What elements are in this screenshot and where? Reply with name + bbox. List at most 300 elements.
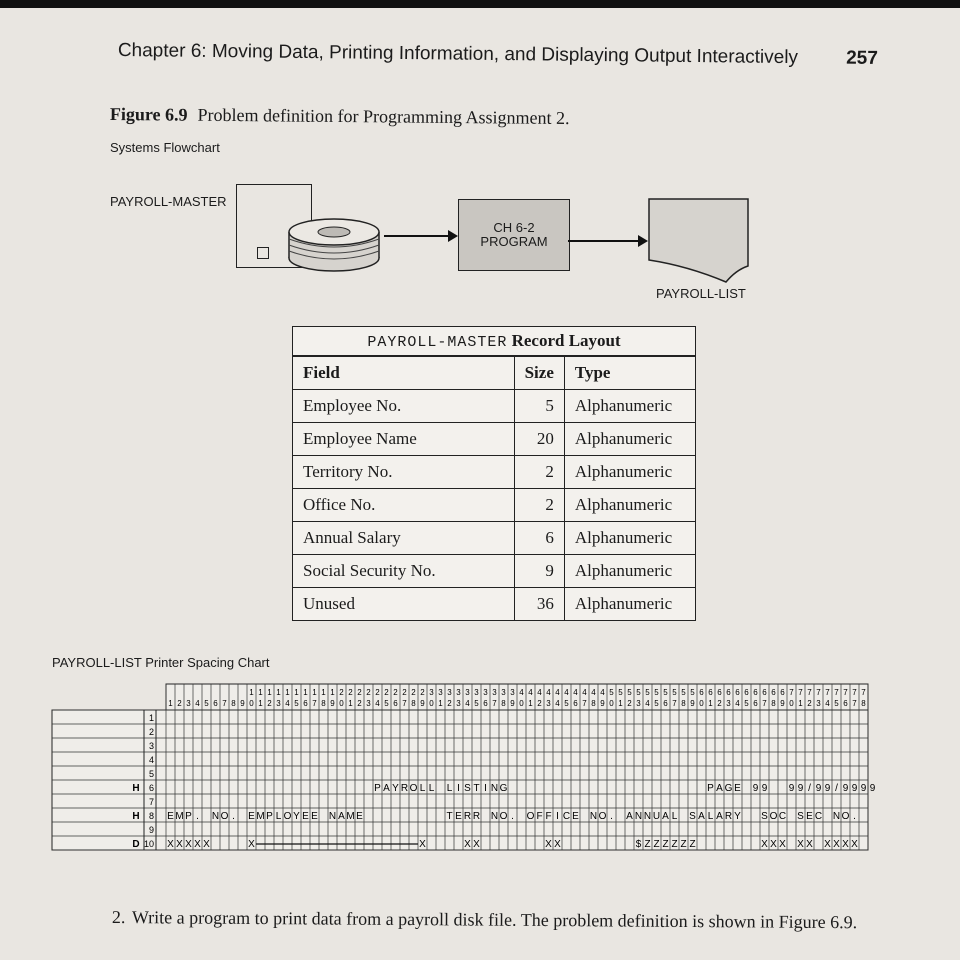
column-tens-digit: 4 <box>546 688 551 697</box>
column-ones-digit: 2 <box>267 699 272 708</box>
column-ones-digit: 4 <box>735 699 740 708</box>
column-ones-digit: 9 <box>690 699 695 708</box>
chart-char: I <box>484 783 487 794</box>
column-tens-digit: 5 <box>636 688 641 697</box>
chart-char: X <box>464 839 471 850</box>
column-ones-digit: 3 <box>366 699 371 708</box>
line-number: 3 <box>148 741 154 751</box>
chart-char: O <box>499 811 508 822</box>
column-tens-digit: 4 <box>519 688 524 697</box>
chart-char: P <box>266 811 273 822</box>
column-tens-digit: 3 <box>456 688 461 697</box>
column-ones-digit: 7 <box>672 699 677 708</box>
chart-char: X <box>770 839 777 850</box>
chart-char: Z <box>680 839 687 850</box>
column-tens-digit: 5 <box>618 688 623 697</box>
column-ones-digit: 4 <box>825 699 830 708</box>
column-tens-digit: 1 <box>294 688 299 697</box>
column-ones-digit: 9 <box>420 699 425 708</box>
arrow-to-report <box>568 240 646 242</box>
column-ones-digit: 1 <box>258 699 263 708</box>
column-tens-digit: 7 <box>852 688 857 697</box>
column-tens-digit: 7 <box>816 688 821 697</box>
chart-char: O <box>283 811 292 822</box>
chart-char: 9 <box>752 783 759 794</box>
column-tens-digit: 1 <box>258 688 263 697</box>
chart-char: E <box>302 811 309 822</box>
column-tens-digit: 7 <box>825 688 830 697</box>
chart-char: X <box>185 839 192 850</box>
column-tens-digit: 6 <box>780 688 785 697</box>
chart-char: N <box>643 811 652 822</box>
column-ones-digit: 3 <box>456 699 461 708</box>
record-name: PAYROLL-MASTER <box>367 334 508 351</box>
column-tens-digit: 6 <box>699 688 704 697</box>
table-row <box>293 390 695 423</box>
chart-char: L <box>428 783 435 794</box>
column-ones-digit: 1 <box>528 699 533 708</box>
field-name: Employee Name <box>293 423 514 456</box>
column-ones-digit: 2 <box>537 699 542 708</box>
chart-char: A <box>716 811 723 822</box>
chart-char: 9 <box>860 783 867 794</box>
column-ones-digit: 7 <box>492 699 497 708</box>
record-layout-word: Record Layout <box>511 331 621 350</box>
column-ones-digit: 9 <box>240 699 245 708</box>
chart-char: S <box>761 811 768 822</box>
chart-char: X <box>554 839 561 850</box>
field-type: Alphanumeric <box>564 522 695 555</box>
chart-char: Y <box>293 811 300 822</box>
column-tens-digit: 3 <box>483 688 488 697</box>
column-ones-digit: 5 <box>744 699 749 708</box>
column-tens-digit: 6 <box>708 688 713 697</box>
column-ones-digit: 9 <box>330 699 335 708</box>
chart-char: . <box>196 811 199 822</box>
column-ones-digit: 8 <box>321 699 326 708</box>
process-line-2: PROGRAM <box>480 234 548 249</box>
chart-char: S <box>797 811 804 822</box>
chart-char: E <box>167 811 174 822</box>
column-tens-digit: 5 <box>609 688 614 697</box>
column-ones-digit: 0 <box>429 699 434 708</box>
column-tens-digit: 4 <box>537 688 542 697</box>
column-tens-digit: 6 <box>726 688 731 697</box>
chart-char: A <box>716 783 723 794</box>
chart-char: P <box>374 783 381 794</box>
column-ones-digit: 3 <box>546 699 551 708</box>
line-number: 4 <box>148 755 154 765</box>
chart-char: O <box>598 811 607 822</box>
field-type: Alphanumeric <box>564 456 695 489</box>
chart-char: E <box>248 811 255 822</box>
column-ones-digit: 8 <box>591 699 596 708</box>
column-ones-digit: 4 <box>465 699 470 708</box>
column-ones-digit: 6 <box>393 699 398 708</box>
table-header-row <box>293 357 695 390</box>
line-type-code: H <box>132 783 140 794</box>
column-ones-digit: 6 <box>303 699 308 708</box>
chart-char: N <box>490 783 499 794</box>
figure-label: Figure 6.9 <box>109 104 188 125</box>
chart-char: F <box>545 811 552 822</box>
column-ones-digit: 0 <box>609 699 614 708</box>
table-row <box>293 522 695 555</box>
chart-char: E <box>806 811 813 822</box>
column-ones-digit: 7 <box>852 699 857 708</box>
column-ones-digit: 8 <box>501 699 506 708</box>
chart-char: Z <box>644 839 651 850</box>
chart-char: L <box>707 811 714 822</box>
column-ones-digit: 5 <box>564 699 569 708</box>
column-tens-digit: 3 <box>501 688 506 697</box>
column-tens-digit: 2 <box>357 688 362 697</box>
chart-char: / <box>835 783 838 794</box>
record-layout-table <box>292 326 696 621</box>
column-ones-digit: 3 <box>816 699 821 708</box>
column-ones-digit: 8 <box>411 699 416 708</box>
column-ones-digit: 2 <box>357 699 362 708</box>
line-number: 7 <box>148 797 154 807</box>
chart-char: N <box>211 811 220 822</box>
running-header <box>118 40 878 70</box>
chart-char: E <box>455 811 462 822</box>
column-tens-digit: 1 <box>303 688 308 697</box>
chart-char: A <box>662 811 669 822</box>
chart-char: / <box>808 783 811 794</box>
column-tens-digit: 1 <box>330 688 335 697</box>
chart-char: $ <box>635 839 642 850</box>
header-size: Size <box>514 357 564 390</box>
chart-char: X <box>167 839 174 850</box>
chart-char: Y <box>392 783 399 794</box>
chapter-title: Chapter 6: Moving Data, Printing Information, and Displaying Output Interactively <box>117 40 799 69</box>
column-tens-digit: 6 <box>753 688 758 697</box>
page-top-edge <box>0 0 960 8</box>
chart-char: X <box>779 839 786 850</box>
question-text: Write a program to print data from a payroll disk file. The problem definition is shown in Figure 6.9. <box>131 907 858 933</box>
column-ones-digit: 1 <box>168 699 173 708</box>
chart-char: 9 <box>797 783 804 794</box>
chart-char: 9 <box>869 783 876 794</box>
field-size: 9 <box>514 555 564 588</box>
header-type: Type <box>564 357 695 390</box>
chart-char: . <box>232 811 235 822</box>
line-number: 9 <box>148 825 154 835</box>
column-ones-digit: 2 <box>627 699 632 708</box>
field-size: 36 <box>514 588 564 621</box>
column-ones-digit: 0 <box>519 699 524 708</box>
chart-char: . <box>610 811 613 822</box>
column-tens-digit: 7 <box>798 688 803 697</box>
field-name: Territory No. <box>293 456 514 489</box>
column-tens-digit: 6 <box>762 688 767 697</box>
column-tens-digit: 3 <box>474 688 479 697</box>
column-tens-digit: 4 <box>573 688 578 697</box>
column-ones-digit: 9 <box>600 699 605 708</box>
column-ones-digit: 2 <box>807 699 812 708</box>
column-tens-digit: 7 <box>834 688 839 697</box>
column-tens-digit: 2 <box>375 688 380 697</box>
column-tens-digit: 2 <box>402 688 407 697</box>
chart-char: A <box>338 811 345 822</box>
arrow-to-program <box>384 235 456 237</box>
column-tens-digit: 1 <box>312 688 317 697</box>
chart-char: 9 <box>842 783 849 794</box>
line-number: 8 <box>148 811 154 821</box>
chart-char: F <box>536 811 543 822</box>
column-ones-digit: 5 <box>474 699 479 708</box>
field-size: 5 <box>514 390 564 423</box>
column-tens-digit: 1 <box>267 688 272 697</box>
field-type: Alphanumeric <box>564 555 695 588</box>
chart-char: L <box>419 783 426 794</box>
column-tens-digit: 3 <box>492 688 497 697</box>
chart-char: X <box>761 839 768 850</box>
column-ones-digit: 1 <box>708 699 713 708</box>
chart-char: X <box>194 839 201 850</box>
chart-char: M <box>256 811 265 822</box>
column-ones-digit: 0 <box>249 699 254 708</box>
column-tens-digit: 1 <box>321 688 326 697</box>
column-tens-digit: 5 <box>654 688 659 697</box>
line-number: 5 <box>148 769 154 779</box>
field-name: Unused <box>293 588 514 621</box>
column-tens-digit: 6 <box>735 688 740 697</box>
column-ones-digit: 0 <box>699 699 704 708</box>
column-tens-digit: 7 <box>807 688 812 697</box>
chart-char: Y <box>734 811 741 822</box>
field-type: Alphanumeric <box>564 390 695 423</box>
chart-char: X <box>851 839 858 850</box>
chart-char: T <box>446 811 453 822</box>
chart-char: X <box>842 839 849 850</box>
column-tens-digit: 6 <box>744 688 749 697</box>
column-ones-digit: 5 <box>294 699 299 708</box>
chart-char: X <box>203 839 210 850</box>
page-number: 257 <box>846 47 878 69</box>
column-ones-digit: 5 <box>654 699 659 708</box>
chart-char: S <box>464 783 471 794</box>
chart-char: 9 <box>788 783 795 794</box>
figure-caption-text: Problem definition for Programming Assignment 2. <box>197 104 570 129</box>
column-ones-digit: 7 <box>312 699 317 708</box>
column-ones-digit: 3 <box>186 699 191 708</box>
chart-char: C <box>814 811 823 822</box>
chart-char: R <box>463 811 472 822</box>
column-tens-digit: 1 <box>285 688 290 697</box>
column-ones-digit: 7 <box>762 699 767 708</box>
column-ones-digit: 8 <box>681 699 686 708</box>
chart-char: E <box>356 811 363 822</box>
chart-char: R <box>400 783 409 794</box>
column-tens-digit: 7 <box>861 688 866 697</box>
chart-char: R <box>472 811 481 822</box>
chart-char: I <box>457 783 460 794</box>
chart-char: X <box>545 839 552 850</box>
column-ones-digit: 8 <box>231 699 236 708</box>
column-tens-digit: 2 <box>384 688 389 697</box>
column-ones-digit: 6 <box>573 699 578 708</box>
assignment-question <box>112 908 882 932</box>
column-ones-digit: 6 <box>753 699 758 708</box>
chart-char: X <box>248 839 255 850</box>
chart-char: I <box>556 811 559 822</box>
column-tens-digit: 5 <box>663 688 668 697</box>
field-size: 2 <box>514 456 564 489</box>
chart-char: P <box>185 811 192 822</box>
column-ones-digit: 6 <box>843 699 848 708</box>
chart-char: X <box>473 839 480 850</box>
header-field: Field <box>293 357 514 390</box>
column-tens-digit: 5 <box>690 688 695 697</box>
record-layout-title <box>293 327 695 356</box>
column-ones-digit: 5 <box>834 699 839 708</box>
chart-char: L <box>446 783 453 794</box>
column-ones-digit: 5 <box>204 699 209 708</box>
chart-char: O <box>409 783 418 794</box>
field-type: Alphanumeric <box>564 489 695 522</box>
chart-char: O <box>841 811 850 822</box>
column-tens-digit: 5 <box>672 688 677 697</box>
chart-char: . <box>511 811 514 822</box>
chart-char: N <box>328 811 337 822</box>
chart-char: N <box>589 811 598 822</box>
column-ones-digit: 0 <box>789 699 794 708</box>
chart-char: A <box>698 811 705 822</box>
column-ones-digit: 4 <box>645 699 650 708</box>
chart-char: A <box>626 811 633 822</box>
column-tens-digit: 1 <box>249 688 254 697</box>
line-number: 2 <box>148 727 154 737</box>
column-ones-digit: 4 <box>555 699 560 708</box>
field-name: Office No. <box>293 489 514 522</box>
chart-char: Z <box>662 839 669 850</box>
column-tens-digit: 4 <box>528 688 533 697</box>
column-tens-digit: 3 <box>447 688 452 697</box>
chart-char: X <box>824 839 831 850</box>
chart-char: 9 <box>851 783 858 794</box>
chart-char: 9 <box>815 783 822 794</box>
column-ones-digit: 6 <box>213 699 218 708</box>
table-row <box>293 456 695 489</box>
column-ones-digit: 1 <box>348 699 353 708</box>
column-ones-digit: 1 <box>438 699 443 708</box>
column-tens-digit: 2 <box>348 688 353 697</box>
column-tens-digit: 4 <box>555 688 560 697</box>
field-size: 6 <box>514 522 564 555</box>
column-tens-digit: 6 <box>771 688 776 697</box>
printed-report-symbol <box>648 198 750 284</box>
input-file-label: PAYROLL-MASTER <box>110 194 227 209</box>
output-file-label: PAYROLL-LIST <box>656 286 746 301</box>
column-ones-digit: 3 <box>276 699 281 708</box>
column-ones-digit: 2 <box>717 699 722 708</box>
column-tens-digit: 4 <box>582 688 587 697</box>
line-type-code: D <box>132 839 140 850</box>
column-ones-digit: 0 <box>339 699 344 708</box>
disk-pack-icon <box>284 210 384 274</box>
program-process-box <box>458 199 570 271</box>
column-tens-digit: 7 <box>789 688 794 697</box>
column-tens-digit: 6 <box>717 688 722 697</box>
column-tens-digit: 2 <box>411 688 416 697</box>
line-number: 10 <box>143 839 154 849</box>
column-tens-digit: 7 <box>843 688 848 697</box>
column-ones-digit: 4 <box>285 699 290 708</box>
column-tens-digit: 5 <box>627 688 632 697</box>
table-row <box>293 555 695 588</box>
chart-char: X <box>176 839 183 850</box>
field-size: 20 <box>514 423 564 456</box>
spacing-chart-title: PAYROLL-LIST Printer Spacing Chart <box>52 655 270 670</box>
chart-char: N <box>634 811 643 822</box>
table-row <box>293 423 695 456</box>
column-ones-digit: 8 <box>861 699 866 708</box>
chart-char: M <box>175 811 184 822</box>
chart-char: R <box>724 811 733 822</box>
column-ones-digit: 1 <box>798 699 803 708</box>
figure-caption <box>110 104 570 129</box>
chart-char: E <box>734 783 741 794</box>
chart-char: L <box>671 811 678 822</box>
column-ones-digit: 9 <box>510 699 515 708</box>
column-tens-digit: 4 <box>600 688 605 697</box>
chart-char: Z <box>671 839 678 850</box>
chart-char: N <box>832 811 841 822</box>
column-tens-digit: 1 <box>276 688 281 697</box>
column-ones-digit: 2 <box>177 699 182 708</box>
flowchart-title: Systems Flowchart <box>110 140 220 155</box>
column-tens-digit: 3 <box>465 688 470 697</box>
column-tens-digit: 3 <box>429 688 434 697</box>
field-name: Annual Salary <box>293 522 514 555</box>
table-row <box>293 489 695 522</box>
process-line-1: CH 6-2 <box>493 220 535 235</box>
line-type-code: H <box>132 811 140 822</box>
chart-char: . <box>853 811 856 822</box>
question-number: 2. <box>111 907 126 928</box>
column-ones-digit: 3 <box>636 699 641 708</box>
chart-char: C <box>778 811 787 822</box>
column-ones-digit: 3 <box>726 699 731 708</box>
column-tens-digit: 4 <box>591 688 596 697</box>
chart-char: 9 <box>824 783 831 794</box>
column-tens-digit: 3 <box>510 688 515 697</box>
column-ones-digit: 4 <box>195 699 200 708</box>
chart-char: O <box>220 811 229 822</box>
column-ones-digit: 8 <box>771 699 776 708</box>
column-ones-digit: 6 <box>483 699 488 708</box>
column-ones-digit: 1 <box>618 699 623 708</box>
column-ones-digit: 6 <box>663 699 668 708</box>
column-ones-digit: 9 <box>780 699 785 708</box>
column-tens-digit: 5 <box>681 688 686 697</box>
chart-char: X <box>833 839 840 850</box>
column-tens-digit: 2 <box>393 688 398 697</box>
chart-char: U <box>652 811 661 822</box>
column-tens-digit: 2 <box>420 688 425 697</box>
chart-char: M <box>346 811 355 822</box>
chart-char: X <box>806 839 813 850</box>
field-type: Alphanumeric <box>564 588 695 621</box>
printer-spacing-chart <box>52 684 874 870</box>
line-number: 6 <box>148 783 154 793</box>
chart-char: O <box>526 811 535 822</box>
disk-slot-icon <box>257 247 269 259</box>
column-ones-digit: 7 <box>402 699 407 708</box>
field-name: Social Security No. <box>293 555 514 588</box>
